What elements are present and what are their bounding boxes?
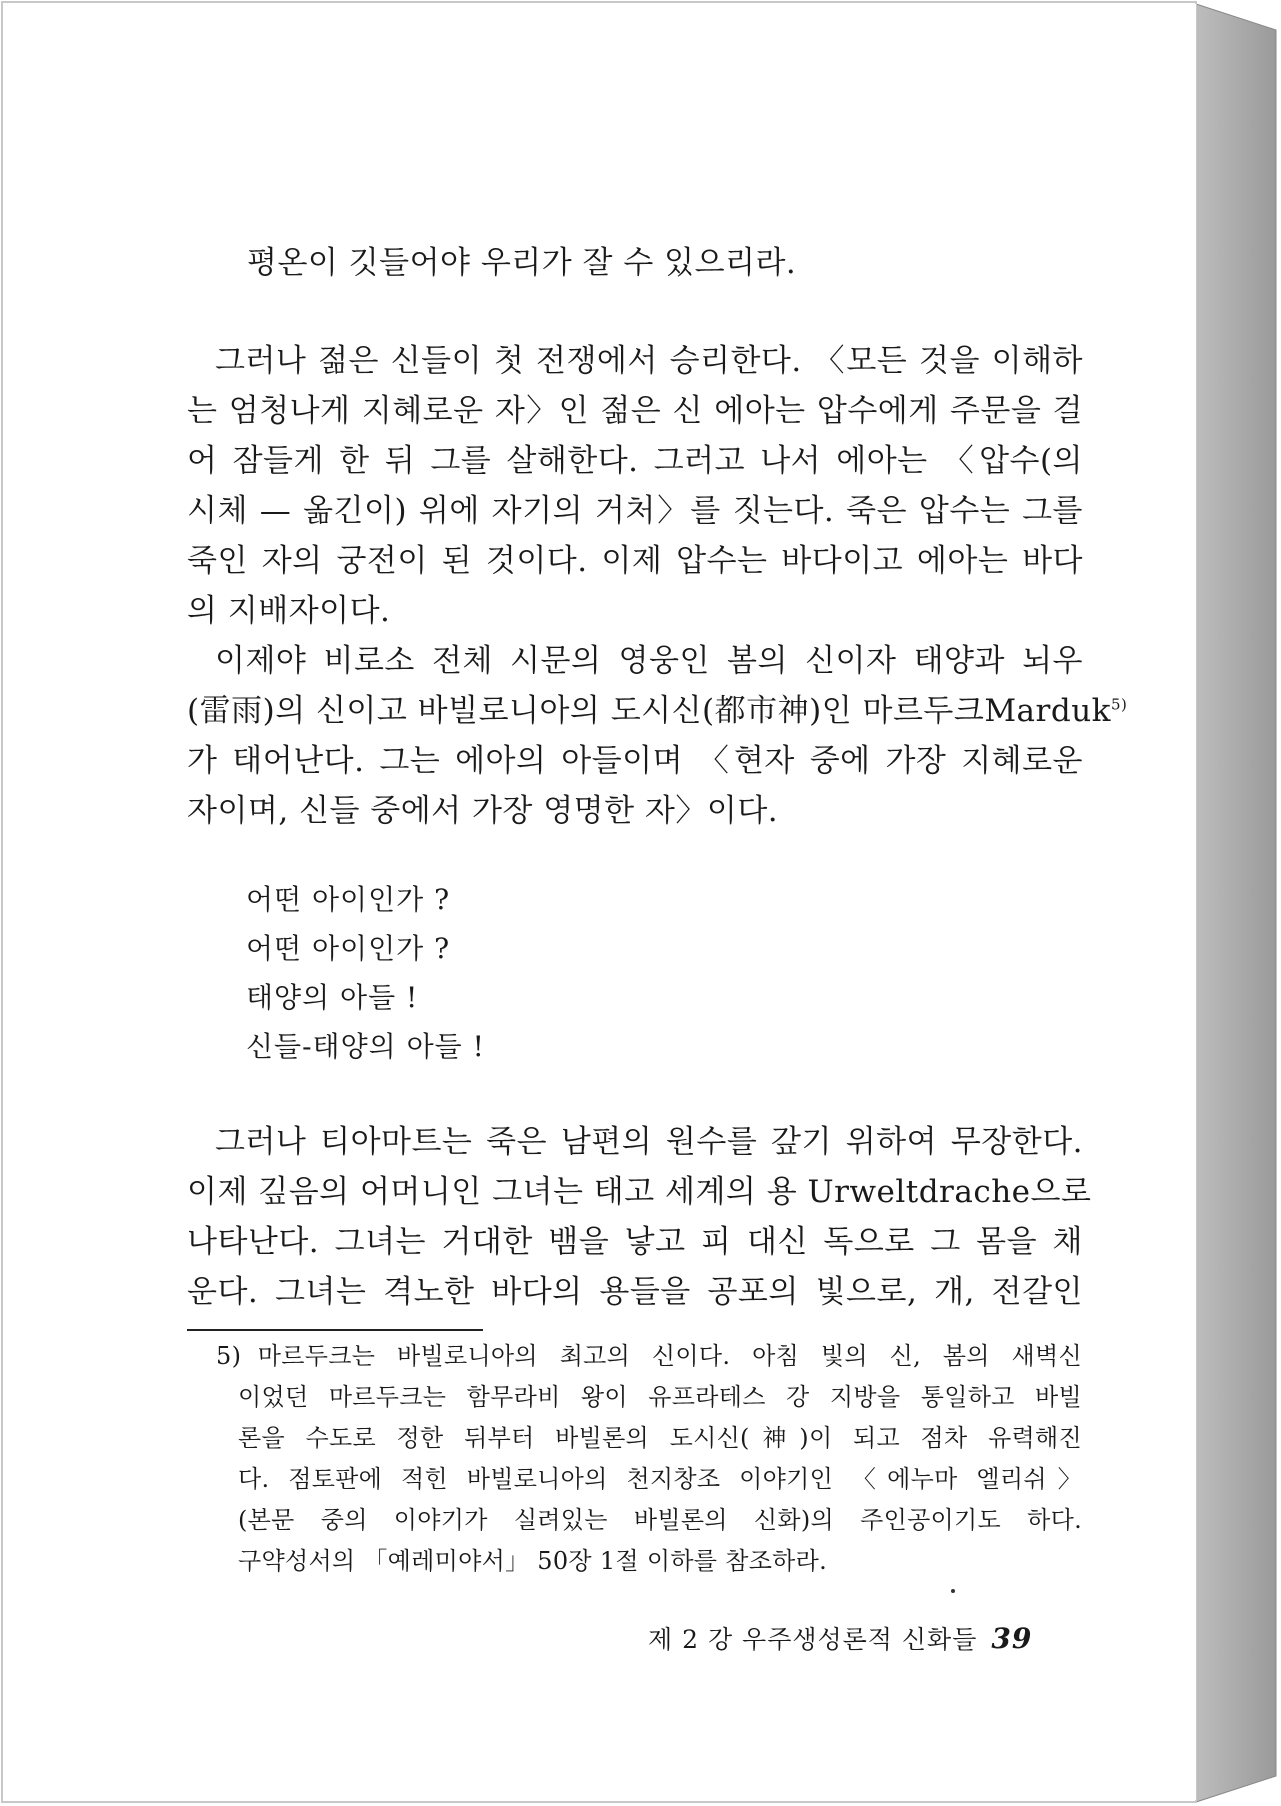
footnote-line: 구약성서의 「예레미야서」 50장 1절 이하를 참조하라. [238,1547,828,1575]
footnote-line [216,1336,1082,1377]
footnote-line: (본문 중의 이야기가 실려있는 바빌론의 신화)의 주인공이기도 하다. [238,1506,1082,1534]
stray-mark [951,1589,955,1593]
text-line [187,686,1128,736]
poem-line: 신들-태양의 아들 ! [246,1030,485,1063]
footnote [216,1336,1082,1582]
text-line: 어 잠들게 한 뒤 그를 살해한다. 그러고 나서 에아는 〈압수(의 [187,443,1083,479]
footnote-ref[interactable]: 5) [1110,695,1128,714]
text-line: 는 엄청나게 지혜로운 자〉인 젊은 신 에아는 압수에게 주문을 걸 [187,393,1083,429]
running-footer [648,1620,1032,1656]
text-line: 그러나 젊은 신들이 첫 전쟁에서 승리한다. 〈모든 것을 이해하 [215,343,1083,379]
footnote-text: 마르두크는 바빌로니아의 최고의 신이다. 아침 빛의 신, 봄의 새벽신 [257,1342,1082,1370]
poem-block [246,875,485,1071]
footnote-line: 다. 점토판에 적힌 바빌로니아의 천지창조 이야기인 〈에누마 엘리쉬〉 [238,1465,1082,1493]
text-line: 이제야 비로소 전체 시문의 영웅인 봄의 신이자 태양과 뇌우 [215,643,1083,679]
paragraph-3 [187,1117,1092,1317]
chapter-title: 제 2 강 우주생성론적 신화들 [648,1625,978,1654]
text-line: 가 태어난다. 그는 에아의 아들이며 〈현자 중에 가장 지혜로운 [187,743,1083,779]
poem-line: 어떤 아이인가 ? [246,883,451,916]
text-line: 이제 깊음의 어머니인 그녀는 태고 세계의 용 Urweltdrache으로 [187,1174,1092,1210]
footnote-line: 론을 수도로 정한 뒤부터 바빌론의 도시신(神)이 되고 점차 유력해진 [238,1424,1082,1452]
text-line: 운다. 그녀는 격노한 바다의 용들을 공포의 빛으로, 개, 전갈인 [187,1274,1083,1310]
paragraph-2 [187,636,1128,836]
footnote-divider [187,1329,483,1331]
text-line: 시체 — 옮긴이) 위에 자기의 거처〉를 짓는다. 죽은 압수는 그를 [187,493,1083,529]
text-segment: (雷雨)의 신이고 바빌로니아의 도시신(都市神)인 마르두크Marduk [187,693,1111,729]
text-line: 의 지배자이다. [187,593,391,629]
footnote-number: 5) [216,1342,242,1370]
poem-line: 어떤 아이인가 ? [246,932,451,965]
paragraph-1 [187,336,1083,636]
text-line: 자이며, 신들 중에서 가장 영명한 자〉이다. [187,793,779,829]
text-line: 나타난다. 그녀는 거대한 뱀을 낳고 피 대신 독으로 그 몸을 채 [187,1224,1083,1260]
text-line: 그러나 티아마트는 죽은 남편의 원수를 갚기 위하여 무장한다. [215,1124,1083,1160]
footnote-line: 이었던 마르두크는 함무라비 왕이 유프라테스 강 지방을 통일하고 바빌 [238,1383,1082,1411]
text-line: 죽인 자의 궁전이 된 것이다. 이제 압수는 바다이고 에아는 바다 [187,543,1083,579]
top-verse-line [187,238,1083,288]
page-number: 39 [991,1622,1033,1655]
poem-line: 태양의 아들 ! [246,981,419,1014]
verse-line: 평온이 깃들어야 우리가 잘 수 있으리라. [247,245,797,281]
